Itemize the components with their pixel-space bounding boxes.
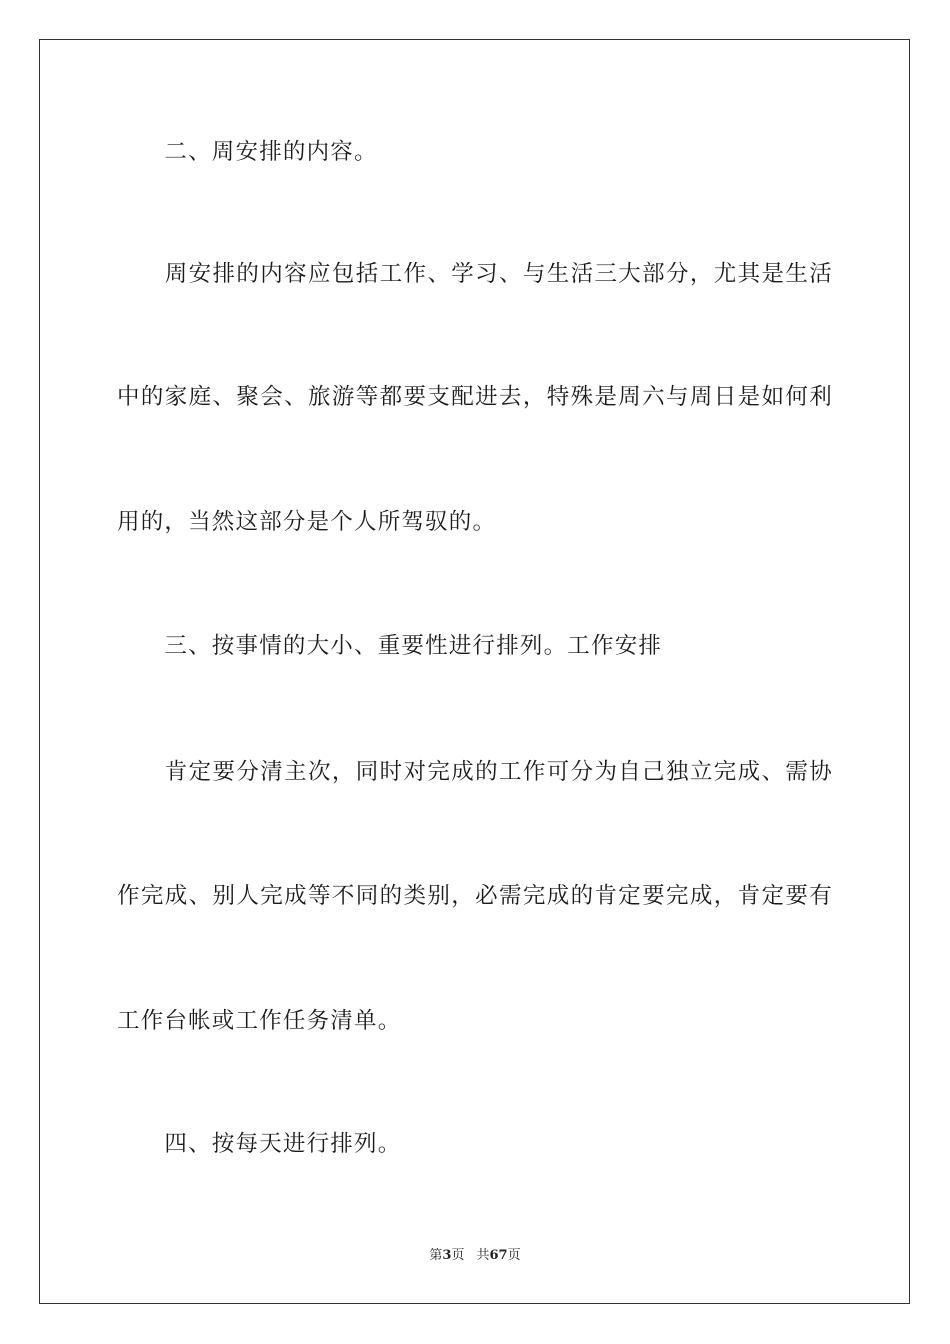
paragraph-line: 周安排的内容应包括工作、学习、与生活三大部分，尤其是生活 (117, 261, 833, 287)
paragraph-line: 肯定要分清主次，同时对完成的工作可分为自己独立完成、需协 (117, 759, 833, 785)
page-prefix: 第 (429, 1248, 443, 1263)
page-footer (0, 1247, 950, 1265)
total-prefix: 共 (476, 1248, 490, 1263)
heading-section-three: 三、按事情的大小、重要性进行排列。工作安排 (117, 633, 663, 659)
paragraph-line: 工作台帐或工作任务清单。 (117, 1008, 402, 1034)
total-pages-label (476, 1248, 520, 1263)
paragraph-line: 作完成、别人完成等不同的类别，必需完成的肯定要完成，肯定要有 (117, 883, 833, 909)
paragraph-line: 用的，当然这部分是个人所驾驭的。 (117, 509, 497, 535)
heading-section-two: 二、周安排的内容。 (117, 139, 378, 165)
page-border (39, 39, 910, 1304)
total-suffix: 页 (507, 1248, 521, 1263)
page-suffix: 页 (451, 1248, 465, 1263)
page-label (429, 1248, 464, 1263)
page-number: 3 (442, 1248, 452, 1263)
total-pages: 67 (489, 1248, 508, 1263)
heading-section-four: 四、按每天进行排列。 (117, 1131, 402, 1157)
paragraph-line: 中的家庭、聚会、旅游等都要支配进去，特殊是周六与周日是如何利 (117, 384, 833, 410)
